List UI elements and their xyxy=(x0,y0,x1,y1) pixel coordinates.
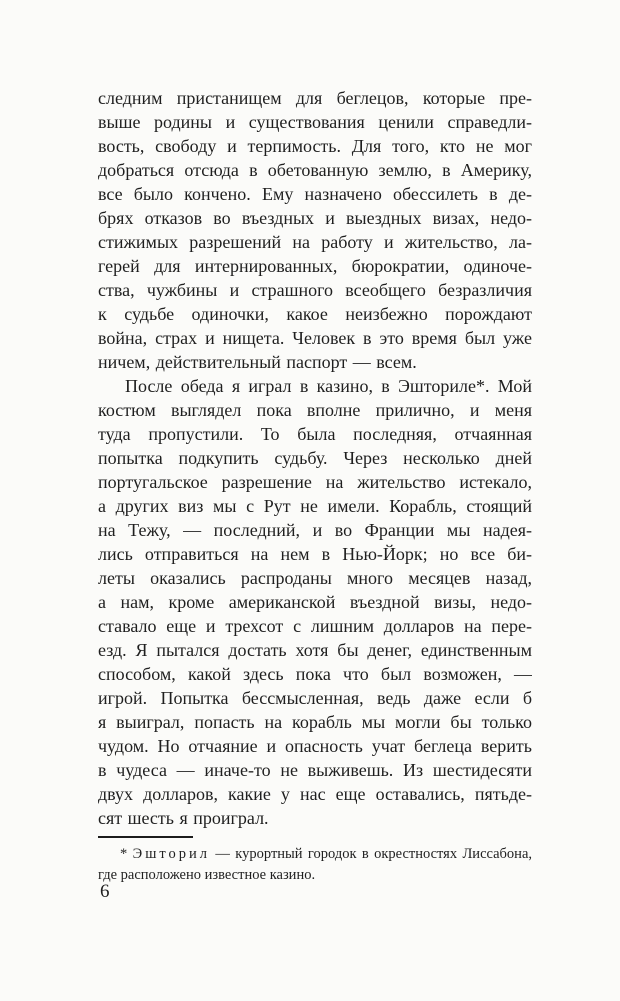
footnote-segment: * xyxy=(120,846,133,862)
footnote-text xyxy=(98,844,532,886)
text-line: следним пристанищем для беглецов, которые пре- xyxy=(98,88,532,108)
page-number: 6 xyxy=(100,881,110,902)
text-line: туда пропустили. То была последняя, отчаянная xyxy=(98,424,532,444)
text-line: в чудеса — иначе-то не выживешь. Из шестидесяти xyxy=(98,760,532,780)
text-line: попытка подкупить судьбу. Через несколько дней xyxy=(98,448,532,468)
text-line: война, страх и нищета. Человек в это время был уже xyxy=(98,328,532,348)
text-line: а других виз мы с Рут не имели. Корабль, стоящий xyxy=(98,496,532,516)
text-line: добраться отсюда в обетованную землю, в Америку, xyxy=(98,160,532,180)
text-line: к судьбе одиночки, какое неизбежно порождают xyxy=(98,304,532,324)
text-line: выше родины и существования ценили справедли- xyxy=(98,112,532,132)
text-line: костюм выглядел пока вполне прилично, и меня xyxy=(98,400,532,420)
text-line: стижимых разрешений на работу и жительство, ла- xyxy=(98,232,532,252)
body-text xyxy=(98,86,532,830)
footnote-line xyxy=(98,865,532,886)
text-line: герей для интернированных, бюрократии, одиноче- xyxy=(98,256,532,276)
footnote-segment: — курортный городок в окрестностях Лиссабона, xyxy=(210,846,532,862)
text-line: все было кончено. Ему назначено обессилеть в де- xyxy=(98,184,532,204)
text-line: езд. Я пытался достать хотя бы денег, единственным xyxy=(98,640,532,660)
text-line: чудом. Но отчаяние и опасность учат беглеца верить xyxy=(98,736,532,756)
text-line: брях отказов во въездных и выездных визах, недо- xyxy=(98,208,532,228)
footnote-segment: где расположено известное казино. xyxy=(98,867,316,883)
text-line: После обеда я играл в казино, в Эшториле*. Мой xyxy=(125,376,532,396)
text-line: на Тежу, — последний, и во Франции мы надея- xyxy=(98,520,532,540)
text-line: способом, какой здесь пока что был возможен, — xyxy=(98,664,532,684)
text-line: лись отправиться на нем в Нью-Йорк; но все би- xyxy=(98,544,532,564)
text-line: игрой. Попытка бессмысленная, ведь даже если б xyxy=(98,688,532,708)
text-line: сят шесть я проиграл. xyxy=(98,808,269,828)
footnote-line xyxy=(98,844,532,865)
text-line: ства, чужбины и страшного всеобщего безразличия xyxy=(98,280,532,300)
footnote-term: Эшторил xyxy=(132,846,211,862)
text-line: леты оказались распроданы много месяцев назад, xyxy=(98,568,532,588)
paragraph xyxy=(98,86,532,374)
text-line: а нам, кроме американской въездной визы, недо- xyxy=(98,592,532,612)
text-line: я выиграл, попасть на корабль мы могли бы только xyxy=(98,712,532,732)
paragraph xyxy=(98,374,532,830)
text-line: двух долларов, какие у нас еще оставались, пятьде- xyxy=(98,784,532,804)
text-line: ставало еще и трехсот с лишним долларов на пере- xyxy=(98,616,532,636)
text-line: вость, свободу и терпимость. Для того, кто не мог xyxy=(98,136,532,156)
text-line: ничем, действительный паспорт — всем. xyxy=(98,352,417,372)
text-line: португальское разрешение на жительство истекало, xyxy=(98,472,532,492)
footnote-rule xyxy=(98,836,193,838)
